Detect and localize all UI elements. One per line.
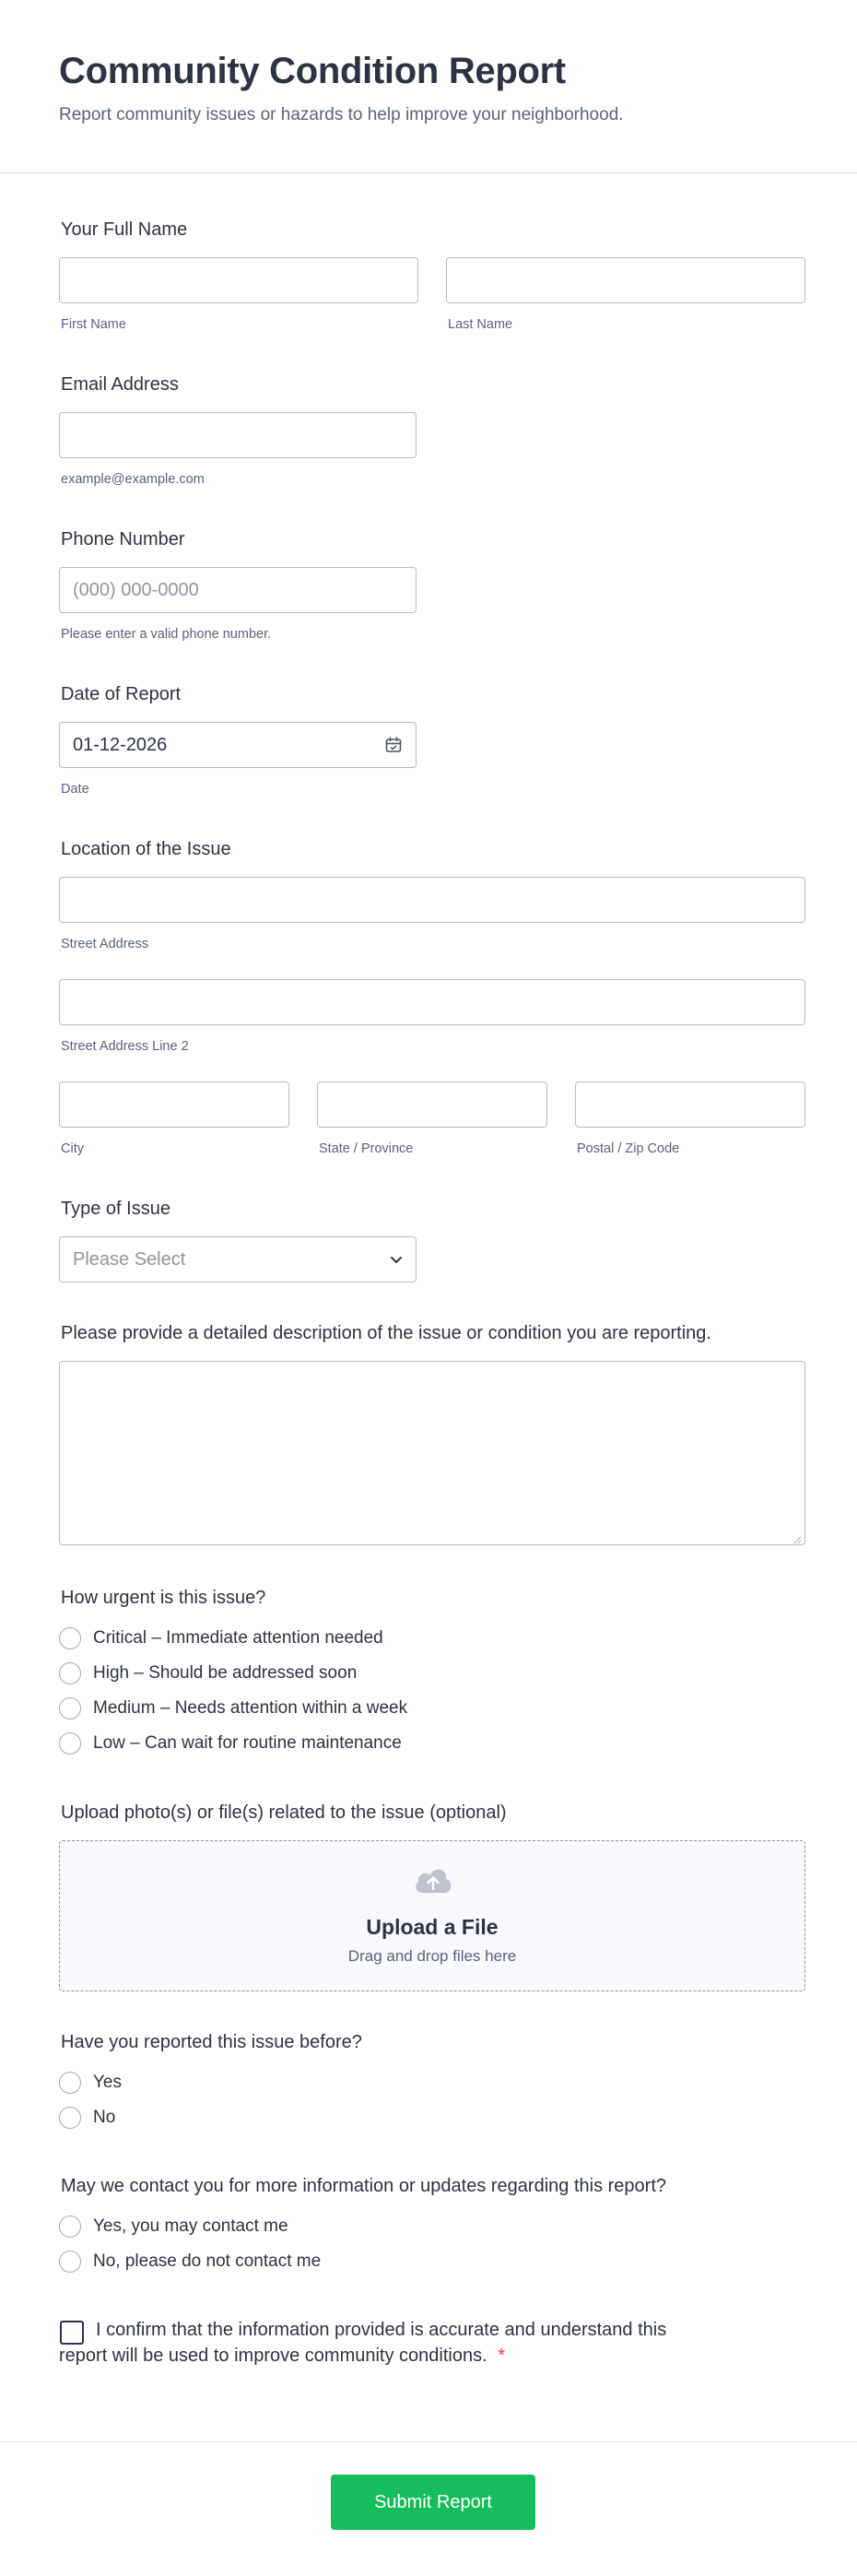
- email-sublabel: example@example.com: [61, 472, 205, 487]
- upload-hint: Drag and drop files here: [347, 1947, 517, 1965]
- contact-option-label: No, please do not contact me: [93, 2251, 322, 2271]
- email-input[interactable]: [59, 412, 417, 458]
- upload-label: Upload photo(s) or file(s) related to the issue (optional): [61, 1802, 507, 1823]
- issue-type-select[interactable]: [59, 1236, 417, 1282]
- phone-input[interactable]: [59, 567, 417, 613]
- full-name-label: Your Full Name: [61, 219, 188, 240]
- reported-option-label: Yes: [93, 2073, 122, 2092]
- page-subtitle: Report community issues or hazards to help improve your neighborhood.: [59, 105, 624, 124]
- street-address-sublabel: Street Address: [61, 937, 149, 951]
- city-sublabel: City: [61, 1141, 84, 1156]
- urgency-label: How urgent is this issue?: [61, 1588, 266, 1608]
- last-name-input[interactable]: [446, 257, 805, 303]
- location-label: Location of the Issue: [61, 839, 231, 859]
- calendar-icon[interactable]: [384, 736, 403, 754]
- urgency-option-label: Medium – Needs attention within a week: [93, 1698, 408, 1718]
- submit-button[interactable]: Submit Report: [331, 2475, 535, 2530]
- phone-label: Phone Number: [61, 529, 185, 549]
- contact-label: May we contact you for more information or updates regarding this report?: [61, 2176, 666, 2196]
- street-address-line2-input[interactable]: [59, 979, 805, 1025]
- state-sublabel: State / Province: [319, 1141, 414, 1156]
- date-sublabel: Date: [61, 782, 89, 797]
- contact-no-radio[interactable]: [59, 2251, 81, 2273]
- urgency-high-radio[interactable]: [59, 1662, 81, 1684]
- required-asterisk: *: [498, 2346, 506, 2366]
- street-address-input[interactable]: [59, 877, 805, 923]
- state-input[interactable]: [317, 1081, 547, 1128]
- date-label: Date of Report: [61, 684, 182, 704]
- zip-input[interactable]: [575, 1081, 805, 1128]
- upload-title: Upload a File: [366, 1915, 499, 1939]
- email-label: Email Address: [61, 374, 179, 395]
- urgency-medium-radio[interactable]: [59, 1697, 81, 1719]
- report-form: [0, 173, 857, 2576]
- urgency-option-label: Critical – Immediate attention needed: [93, 1628, 383, 1648]
- last-name-sublabel: Last Name: [448, 317, 513, 332]
- city-input[interactable]: [59, 1081, 289, 1128]
- first-name-input[interactable]: [59, 257, 418, 303]
- page-title: Community Condition Report: [59, 51, 566, 91]
- resize-handle-icon[interactable]: [792, 1532, 802, 1542]
- reported-option-label: No: [93, 2108, 116, 2127]
- contact-option-label: Yes, you may contact me: [93, 2216, 288, 2236]
- confirm-text-line2: [59, 2346, 505, 2367]
- confirm-checkbox[interactable]: [60, 2321, 84, 2345]
- cloud-upload-icon: [411, 1861, 455, 1898]
- reported-no-radio[interactable]: [59, 2107, 81, 2129]
- issue-type-label: Type of Issue: [61, 1199, 170, 1219]
- date-value: 01-12-2026: [73, 735, 168, 755]
- file-upload-dropzone[interactable]: [59, 1840, 805, 1991]
- urgency-critical-radio[interactable]: [59, 1627, 81, 1649]
- first-name-sublabel: First Name: [61, 317, 126, 332]
- confirm-text-line2-text: report will be used to improve community conditions.: [59, 2346, 487, 2366]
- zip-sublabel: Postal / Zip Code: [577, 1141, 680, 1156]
- confirm-text-line1: I confirm that the information provided is accurate and understand this: [96, 2320, 667, 2340]
- reported-yes-radio[interactable]: [59, 2072, 81, 2094]
- urgency-option-label: High – Should be addressed soon: [93, 1663, 358, 1683]
- reported-before-label: Have you reported this issue before?: [61, 2032, 362, 2052]
- urgency-low-radio[interactable]: [59, 1732, 81, 1755]
- street-address-line2-sublabel: Street Address Line 2: [61, 1039, 189, 1054]
- phone-sublabel: Please enter a valid phone number.: [61, 627, 272, 642]
- urgency-option-label: Low – Can wait for routine maintenance: [93, 1733, 402, 1753]
- contact-yes-radio[interactable]: [59, 2216, 81, 2238]
- date-input[interactable]: [59, 722, 417, 768]
- description-label: Please provide a detailed description of the issue or condition you are reporting.: [61, 1323, 711, 1343]
- footer-divider: [0, 2441, 857, 2442]
- phone-placeholder: (000) 000-0000: [73, 580, 199, 600]
- form-header: [0, 0, 857, 173]
- issue-type-selected: Please Select: [73, 1249, 186, 1270]
- chevron-down-icon: [388, 1251, 405, 1268]
- description-textarea[interactable]: [59, 1361, 805, 1545]
